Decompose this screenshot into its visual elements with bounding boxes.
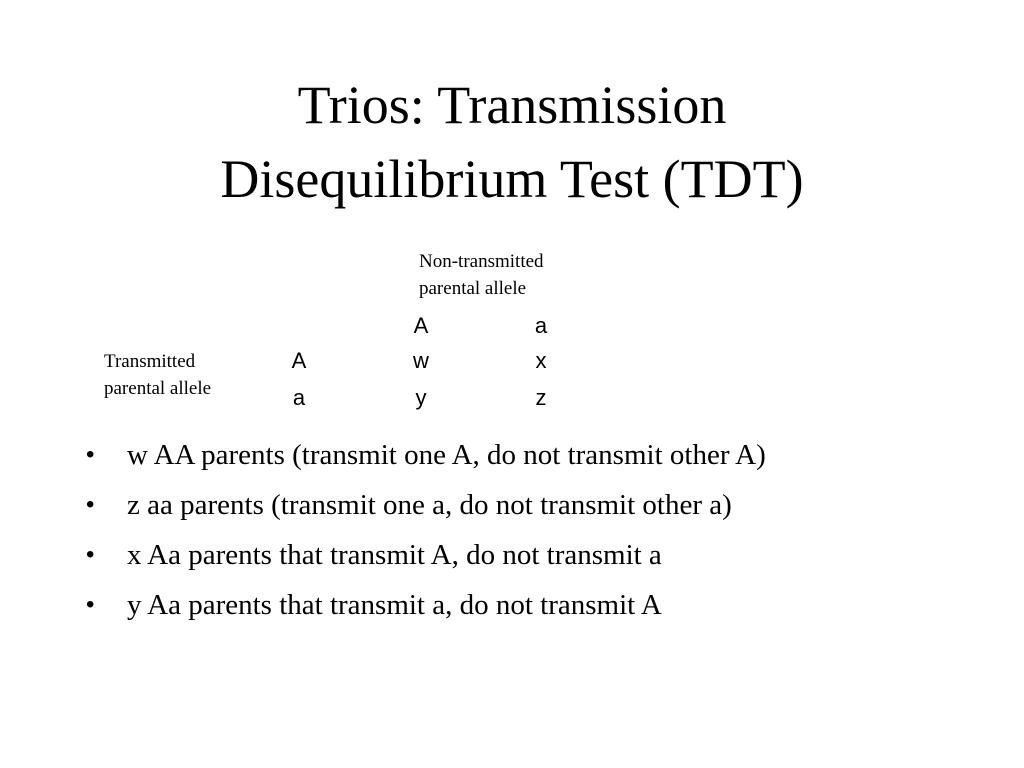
- bullet-text: w AA parents (transmit one A, do not transmit other A): [127, 439, 766, 471]
- column-header-label: [419, 248, 544, 302]
- bullet-point-icon: •: [86, 491, 95, 518]
- bullet-text: y Aa parents that transmit a, do not transmit A: [127, 589, 662, 621]
- bullet-point-icon: •: [86, 591, 95, 618]
- cell-w: w: [413, 348, 429, 373]
- cell-y: y: [415, 385, 427, 410]
- bullet-item: [86, 486, 766, 536]
- bullet-point-icon: •: [86, 441, 95, 468]
- cell-x: x: [535, 348, 547, 373]
- bullet-point-icon: •: [86, 541, 95, 568]
- bullet-item: [86, 436, 766, 486]
- slide-title-line-1: Trios: Transmission: [297, 75, 727, 135]
- row-header-line-1: Transmitted: [104, 351, 196, 372]
- column-header-line-2: parental allele: [419, 278, 527, 299]
- slide-title: [0, 68, 1024, 216]
- row-header-line-2: parental allele: [104, 378, 212, 399]
- column-allele-A: A: [413, 313, 429, 338]
- slide-title-line-2: Disequilibrium Test (TDT): [220, 149, 804, 209]
- column-header-line-1: Non-transmitted: [419, 251, 544, 272]
- row-allele-A: A: [291, 348, 307, 373]
- bullet-list: [86, 436, 766, 636]
- row-allele-a: a: [292, 385, 306, 410]
- bullet-item: [86, 586, 766, 636]
- column-allele-a: a: [534, 313, 548, 338]
- cell-z: z: [535, 385, 547, 410]
- bullet-text: z aa parents (transmit one a, do not transmit other a): [127, 489, 732, 521]
- bullet-text: x Aa parents that transmit A, do not transmit a: [127, 539, 662, 571]
- row-header-label: [104, 348, 211, 402]
- bullet-item: [86, 536, 766, 586]
